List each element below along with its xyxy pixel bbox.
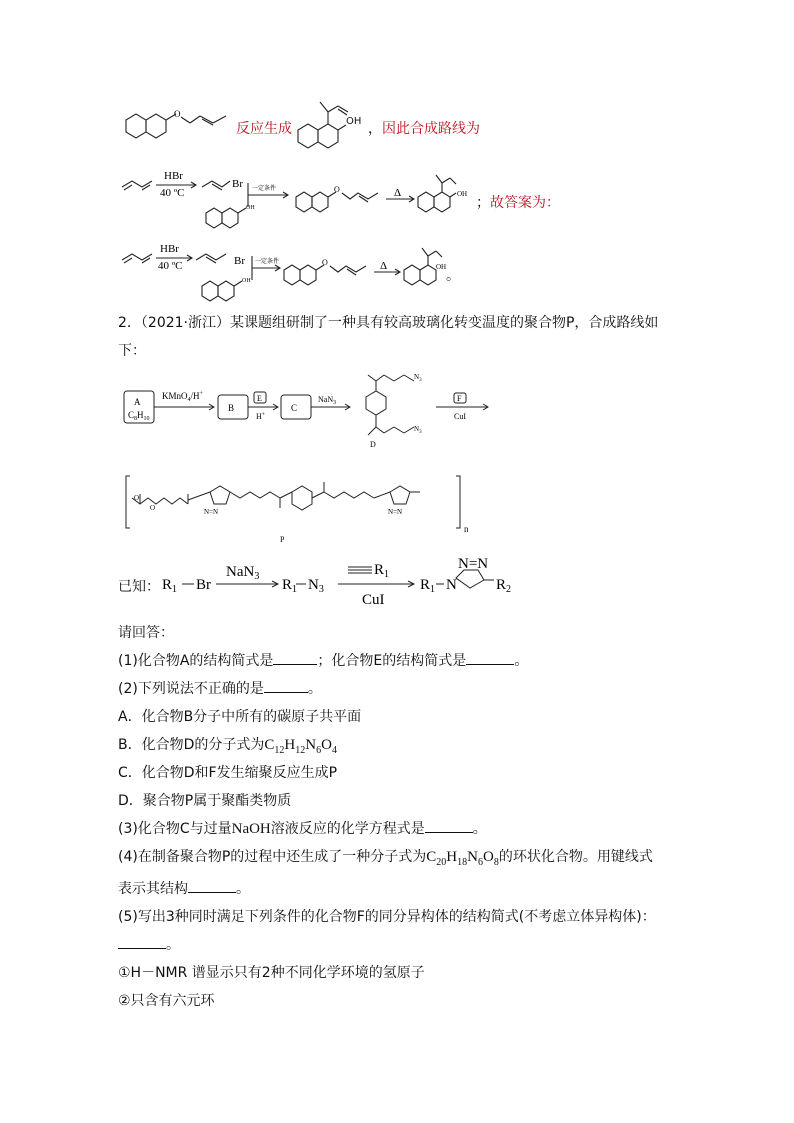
q4-blank[interactable] xyxy=(188,880,236,893)
q1-blank-a[interactable] xyxy=(273,652,317,665)
box-f-label: F xyxy=(457,394,462,403)
known-prefix: 已知： xyxy=(118,579,160,595)
nan3-label: NaN$_3$ xyxy=(318,395,337,406)
connector-text: 反应生成 xyxy=(236,121,292,137)
known-triazole-n: N xyxy=(446,577,457,593)
known-br: Br xyxy=(196,577,211,593)
condition-label: 一定条件 xyxy=(252,186,277,192)
known-nan3: NaN$_3$ xyxy=(226,564,260,582)
box-a-label: A xyxy=(134,397,141,407)
option-d: D．聚合物P属于聚酯类物质 xyxy=(118,793,292,809)
hbr-label: HBr xyxy=(164,170,183,182)
known-alkyne-r1: $R_1$ xyxy=(374,562,390,580)
p-triazole-1: N=N xyxy=(204,508,219,516)
q4-line2: 表示其结构 。 xyxy=(118,881,250,897)
box-e-label: E xyxy=(257,394,262,403)
q2-blank[interactable] xyxy=(264,680,308,693)
oh-label: OH xyxy=(346,116,362,127)
naphthol-oh-label: OH xyxy=(246,205,255,211)
end-mark: 。 xyxy=(446,268,460,284)
polymer-p-structure xyxy=(120,470,500,550)
known-r2: $R_2$ xyxy=(496,577,512,595)
naphthol-oh-label-2: OH xyxy=(242,278,251,284)
known-r1-2: $R_1$ xyxy=(282,577,298,595)
conclusion-text: ，因此合成路线为 xyxy=(368,121,480,137)
q3: (3)化合物C与过量NaOH溶液反应的化学方程式是 。 xyxy=(118,821,487,837)
q5-blank[interactable] xyxy=(118,936,166,949)
hbr-label-2: HBr xyxy=(160,243,179,255)
naphthyl-butenyl-ether-structure xyxy=(118,108,236,148)
synthesis-route-1 xyxy=(118,165,478,235)
q1: (1)化合物A的结构简式是 ；化合物E的结构简式是 。 xyxy=(118,653,529,669)
known-reaction xyxy=(160,556,540,612)
cui-label: CuI xyxy=(454,412,466,421)
product-oh-label-2: OH xyxy=(436,263,447,271)
option-c: C．化合物D和F发生缩聚反应生成P xyxy=(118,765,338,781)
p-triazole-2: N=N xyxy=(388,508,403,516)
box-b-label: B xyxy=(228,403,235,413)
ether-o-label-3: O xyxy=(322,258,328,267)
known-cui: CuI xyxy=(362,592,385,608)
synthesis-route-2 xyxy=(118,238,448,303)
q5-line2: 。 xyxy=(118,934,180,954)
delta-label: Δ xyxy=(394,187,402,199)
br-label: Br xyxy=(232,178,243,190)
n3-top: $N_3$ xyxy=(414,373,422,383)
p-n-label: n xyxy=(464,524,469,534)
option-a: A．化合物B分子中所有的碳原子共平面 xyxy=(118,709,362,725)
q2: (2)下列说法不正确的是 。 xyxy=(118,681,322,697)
p-o-2: O xyxy=(150,504,156,512)
prompt-text: 请回答： xyxy=(118,625,174,641)
known-n3: $N_3$ xyxy=(308,577,324,595)
condition-label-2: 一定条件 xyxy=(255,259,280,265)
box-c-label: C xyxy=(291,403,298,413)
temp-label-2: 40 ºC xyxy=(158,260,183,272)
q1-blank-b[interactable] xyxy=(466,652,514,665)
p-label: P xyxy=(280,535,285,544)
product-oh-label: OH xyxy=(457,190,468,198)
hplus-label: H+ xyxy=(256,412,266,421)
q5: (5)写出3种同时满足下列条件的化合物F的同分异构体的结构简式(不考虑立体异构体)： xyxy=(118,909,656,925)
ether-o-label-2: O xyxy=(334,185,340,194)
reagent-kmno4: KMnO$_4$/H+ xyxy=(162,391,203,403)
br-label-2: Br xyxy=(234,255,245,267)
ether-o-label: O xyxy=(174,109,181,119)
synthesis-scheme xyxy=(118,365,498,465)
known-r1: $R_1$ xyxy=(162,577,178,595)
delta-label-2: Δ xyxy=(380,260,388,272)
known-triazole-nn: N=N xyxy=(458,556,489,572)
option-b: B．化合物D的分子式为$C_{12}H_{12}N_6O_4$ xyxy=(118,737,337,756)
condition-2: ②只含有六元环 xyxy=(118,993,215,1009)
condition-1: ①H－NMR 谱显示只有2种不同化学环境的氢原子 xyxy=(118,965,425,981)
question-header-line2: 下： xyxy=(118,343,146,359)
p-o-1: O xyxy=(134,494,140,502)
temp-label: 40 ºC xyxy=(160,187,185,199)
q3-blank[interactable] xyxy=(425,820,473,833)
n3-bottom: $N_3$ xyxy=(414,425,422,435)
compound-d-label: D xyxy=(370,440,376,449)
box-a-formula: $C_8H_{10}$ xyxy=(128,410,150,422)
q4: (4)在制备聚合物P的过程中还生成了一种分子式为$C_{20}H_{18}N_6O_8$的环状化合物。用键线式 xyxy=(118,849,653,868)
question-header-line1: 2．（2021·浙江）某课题组研制了一种具有较高玻璃化转变温度的聚合物P，合成路线如 xyxy=(118,315,659,331)
known-r1-3: $R_1$ xyxy=(420,577,436,595)
semicolon-text: ；故答案为： xyxy=(476,195,560,211)
